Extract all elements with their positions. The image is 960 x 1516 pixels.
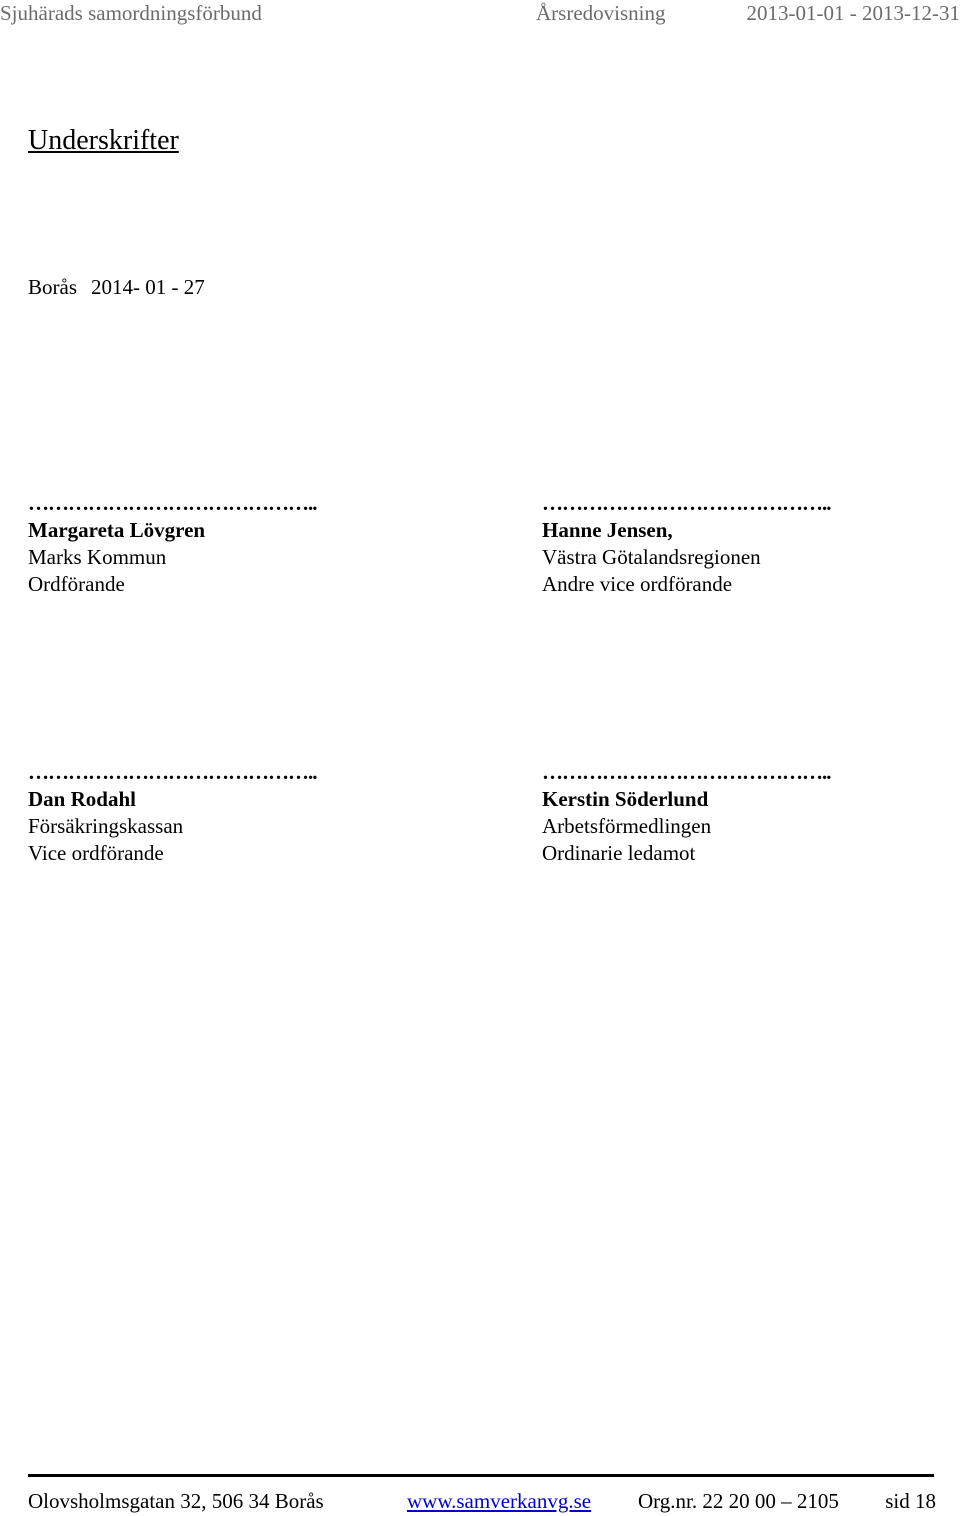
page-number: sid 18 (885, 1489, 936, 1513)
place: Borås (28, 275, 77, 299)
page-header (0, 0, 960, 30)
signature-block (28, 490, 448, 598)
signatory-role: Ordinarie ledamot (542, 841, 696, 865)
signatory-organization: Marks Kommun (28, 545, 167, 569)
signature-block (542, 759, 960, 867)
signatory-name: Margareta Lövgren (28, 518, 206, 542)
signatory-organization: Arbetsförmedlingen (542, 814, 712, 838)
date: 2014- 01 - 27 (91, 275, 205, 299)
footer-website-link[interactable]: www.samverkanvg.se (407, 1489, 592, 1513)
footer-address: Olovsholmsgatan 32, 506 34 Borås (28, 1489, 324, 1513)
signatory-name: Kerstin Söderlund (542, 787, 709, 811)
header-period: 2013-01-01 - 2013-12-31 (746, 1, 960, 25)
header-document-type: Årsredovisning (536, 1, 666, 25)
signature-line: …………………………………….. (542, 491, 831, 515)
signatory-name: Dan Rodahl (28, 787, 136, 811)
signature-block (28, 759, 448, 867)
page-footer (28, 1488, 934, 1516)
footer-divider (28, 1474, 934, 1477)
signature-block (542, 490, 960, 598)
signatory-name: Hanne Jensen, (542, 518, 673, 542)
signatory-organization: Försäkringskassan (28, 814, 184, 838)
signatory-organization: Västra Götalandsregionen (542, 545, 761, 569)
page-title: Underskrifter (28, 125, 179, 156)
signature-line: …………………………………….. (28, 760, 317, 784)
signatory-role: Vice ordförande (28, 841, 164, 865)
signature-line: …………………………………….. (542, 760, 831, 784)
header-organization: Sjuhärads samordningsförbund (0, 1, 262, 25)
signatory-role: Ordförande (28, 572, 125, 596)
place-and-date (28, 274, 205, 300)
signature-line: …………………………………….. (28, 491, 317, 515)
footer-org-number: Org.nr. 22 20 00 – 2105 (638, 1489, 839, 1513)
signatory-role: Andre vice ordförande (542, 572, 733, 596)
